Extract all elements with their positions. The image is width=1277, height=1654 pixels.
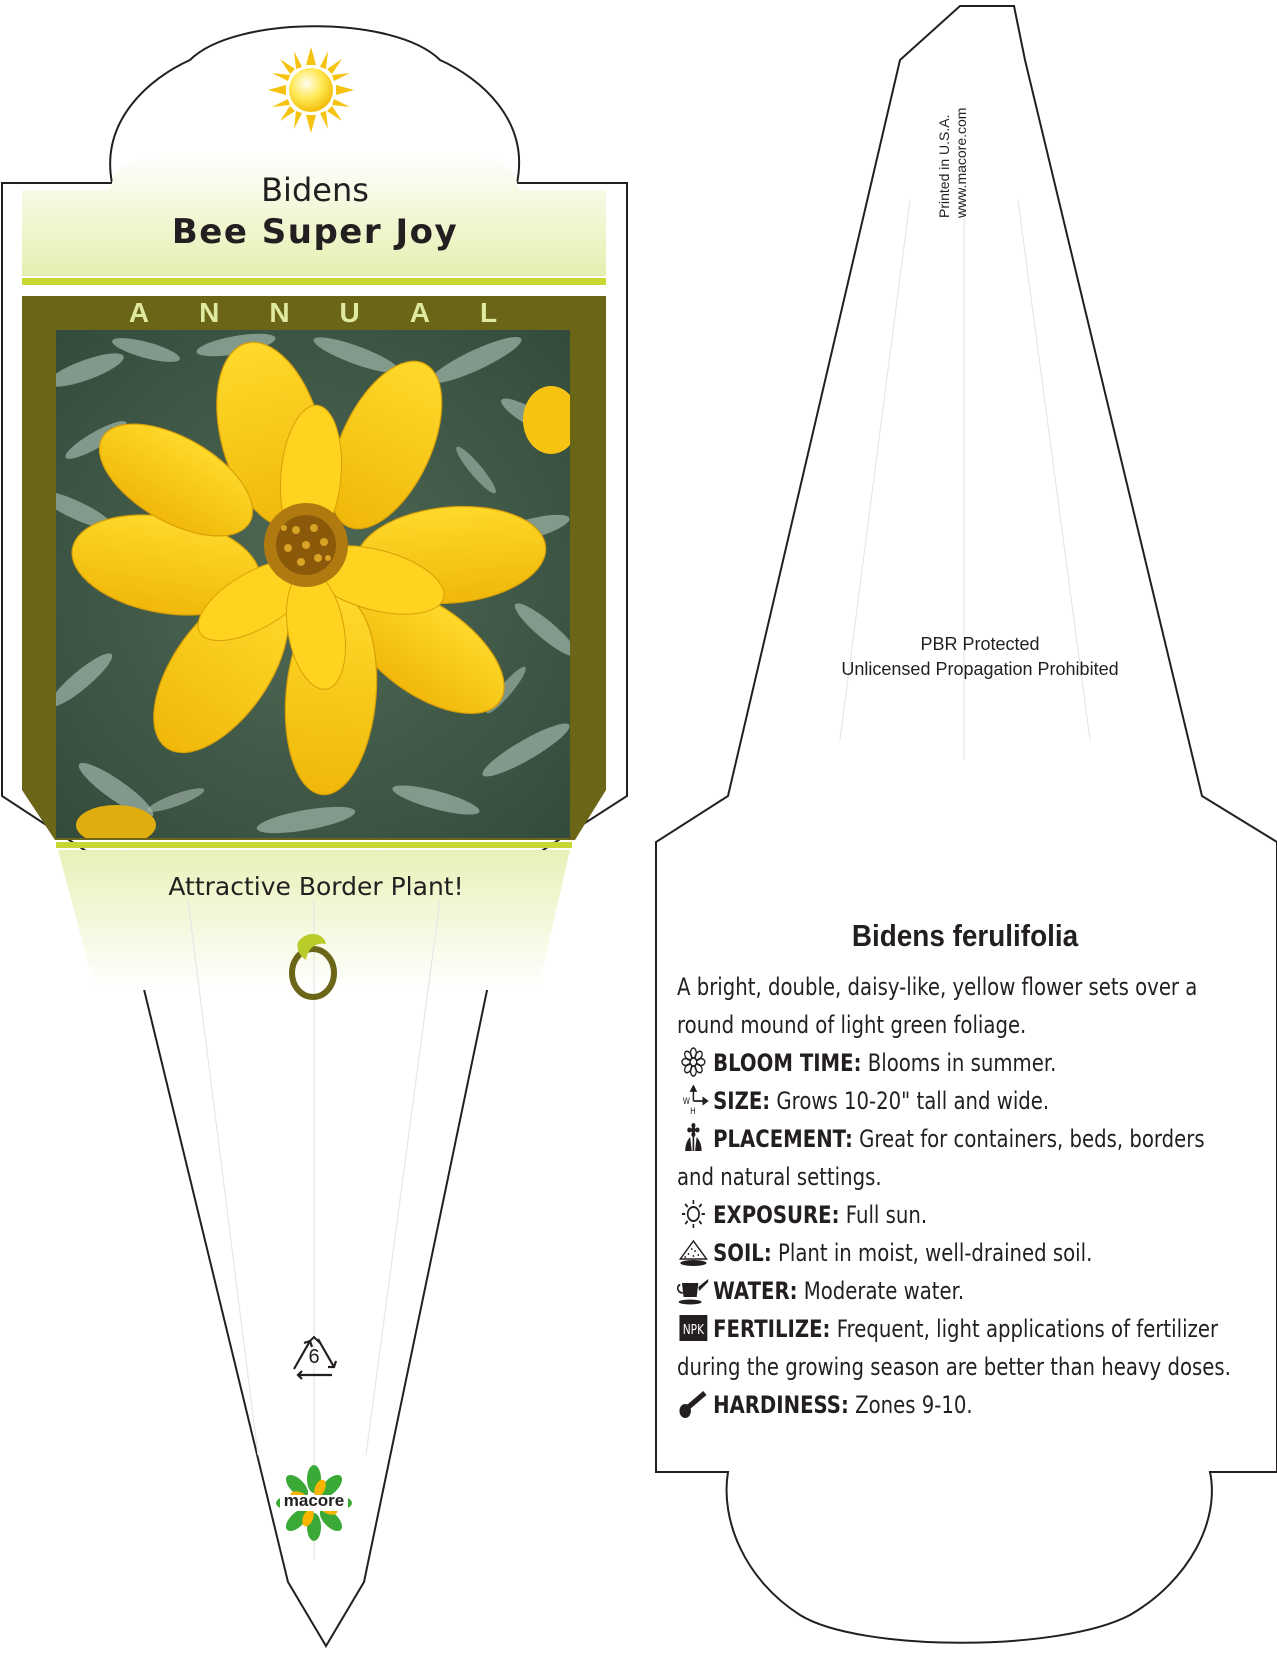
flower-icon [677,1047,710,1077]
category-label: ANNUAL [128,297,548,328]
plant-genus: Bidens [261,171,369,209]
pbr-notice [770,632,1190,682]
npk-fertilizer-icon [677,1313,710,1343]
care-info [677,968,1231,1424]
placement-plants-icon [677,1123,710,1153]
website[interactable]: www.macore.com [953,107,969,218]
care-placement-cont: and natural settings. [677,1163,882,1191]
recycle-number: 6 [308,1346,320,1368]
botanical-name: Bidens ferulifolia [851,918,1079,953]
care-water: WATER: Moderate water. [677,1272,1148,1310]
pbr-line2: Unlicensed Propagation Prohibited [841,659,1119,679]
print-info [936,48,969,218]
care-size: W H SIZE: Grows 10-20" tall and wide. [677,1082,1148,1120]
sun-outline-icon [677,1199,710,1229]
pbr-line1: PBR Protected [920,634,1040,654]
thermometer-icon [677,1389,710,1419]
watering-can-icon [677,1275,710,1305]
care-placement: PLACEMENT: Great for containers, beds, borders [677,1120,1148,1158]
soil-pile-icon [677,1237,710,1267]
svg-text:NPK: NPK [682,1321,705,1338]
svg-text:W: W [682,1095,691,1107]
plant-variety: Bee Super Joy [171,212,459,252]
care-fertilize: NPK FERTILIZE: Frequent, light applications of fertilizer [677,1310,1148,1348]
description-line-1: A bright, double, daisy-like, yellow flower sets over a [677,973,1198,1001]
tagline: Attractive Border Plant! [168,872,464,901]
brand-name: macore [283,1491,345,1510]
svg-text:H: H [690,1105,696,1115]
care-fertilize-cont: during the growing season are better than heavy doses. [677,1353,1231,1381]
care-soil: SOIL: Plant in moist, well-drained soil. [677,1234,1148,1272]
description-line-2: round mound of light green foliage. [677,1011,1027,1039]
size-arrows-icon [677,1085,710,1115]
care-hardiness: HARDINESS: Zones 9-10. [677,1386,1148,1424]
printed-in-usa: Printed in U.S.A. [936,114,952,218]
care-bloom-time: BLOOM TIME: Blooms in summer. [677,1044,1148,1082]
care-exposure: EXPOSURE: Full sun. [677,1196,1148,1234]
